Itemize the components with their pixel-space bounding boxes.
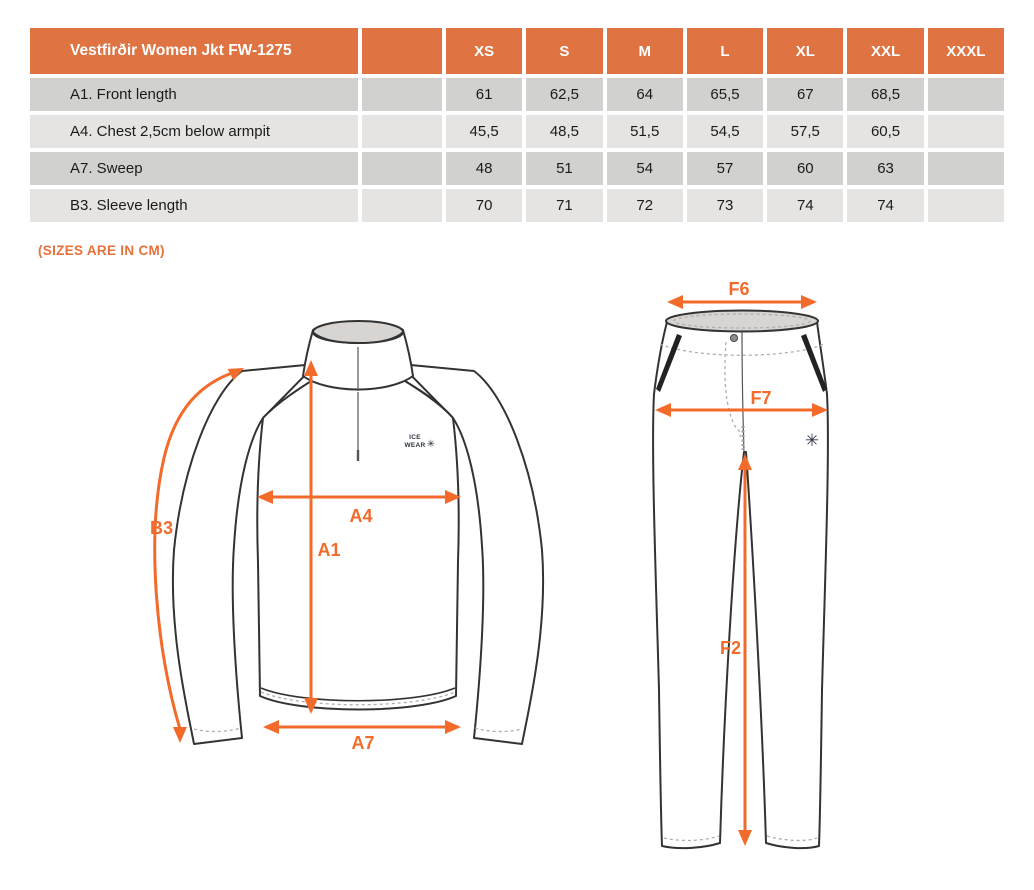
size-value-cell: 57 [687, 152, 763, 185]
size-value-cell: 74 [767, 189, 843, 222]
size-value-cell: 51 [526, 152, 602, 185]
size-header-cell: S [526, 28, 602, 74]
size-header-cell: XS [446, 28, 522, 74]
jacket-a7-label: A7 [351, 733, 375, 753]
measurement-label-cell: A4. Chest 2,5cm below armpit [30, 115, 358, 148]
measurement-label-cell: A1. Front length [30, 78, 358, 111]
size-value-cell [928, 152, 1004, 185]
size-value-cell: 68,5 [847, 78, 923, 111]
size-value-cell: 51,5 [607, 115, 683, 148]
measurement-label-cell: A7. Sweep [30, 152, 358, 185]
size-value-cell: 60 [767, 152, 843, 185]
sizes-unit-note: (SIZES ARE IN CM) [38, 243, 165, 258]
size-value-cell: 64 [607, 78, 683, 111]
measurement-label-cell: B3. Sleeve length [30, 189, 358, 222]
size-value-cell: 63 [847, 152, 923, 185]
row-empty-cell [362, 152, 442, 185]
pants-diagram [620, 280, 870, 880]
pants-body [653, 315, 828, 848]
table-empty-header-cell [362, 28, 442, 74]
size-value-cell: 48 [446, 152, 522, 185]
size-value-cell: 71 [526, 189, 602, 222]
size-value-cell: 73 [687, 189, 763, 222]
size-value-cell: 48,5 [526, 115, 602, 148]
size-value-cell [928, 189, 1004, 222]
snowflake-icon: ✳ [804, 431, 820, 451]
size-value-cell: 72 [607, 189, 683, 222]
snowflake-icon: ✳ [426, 439, 436, 450]
size-value-cell: 67 [767, 78, 843, 111]
pants-f7-label: F7 [750, 388, 772, 408]
size-header-cell: L [687, 28, 763, 74]
size-value-cell [928, 115, 1004, 148]
size-value-cell: 57,5 [767, 115, 843, 148]
size-value-cell: 54 [607, 152, 683, 185]
table-title-cell: Vestfirðir Women Jkt FW-1275 [30, 28, 358, 74]
size-header-cell: XXL [847, 28, 923, 74]
waist-button [731, 335, 738, 342]
icewear-logo-text: WEAR [404, 442, 426, 449]
jacket-diagram [130, 300, 570, 780]
size-value-cell [928, 78, 1004, 111]
size-value-cell: 70 [446, 189, 522, 222]
size-header-cell: XXXL [928, 28, 1004, 74]
size-value-cell: 45,5 [446, 115, 522, 148]
size-value-cell: 62,5 [526, 78, 602, 111]
pants-f2-label: F2 [719, 638, 741, 658]
row-empty-cell [362, 78, 442, 111]
row-empty-cell [362, 189, 442, 222]
size-value-cell: 61 [446, 78, 522, 111]
size-header-cell: M [607, 28, 683, 74]
size-value-cell: 54,5 [687, 115, 763, 148]
jacket-b3-label: B3 [150, 518, 174, 538]
size-chart-table [30, 28, 1004, 222]
size-header-cell: XL [767, 28, 843, 74]
waist-opening [666, 311, 818, 332]
jacket-a1-label: A1 [317, 540, 341, 560]
size-value-cell: 74 [847, 189, 923, 222]
pants-f6-label: F6 [728, 280, 750, 299]
jacket-a4-label: A4 [349, 506, 373, 526]
icewear-logo-text: ICE [409, 434, 421, 441]
size-value-cell: 60,5 [847, 115, 923, 148]
size-value-cell: 65,5 [687, 78, 763, 111]
row-empty-cell [362, 115, 442, 148]
